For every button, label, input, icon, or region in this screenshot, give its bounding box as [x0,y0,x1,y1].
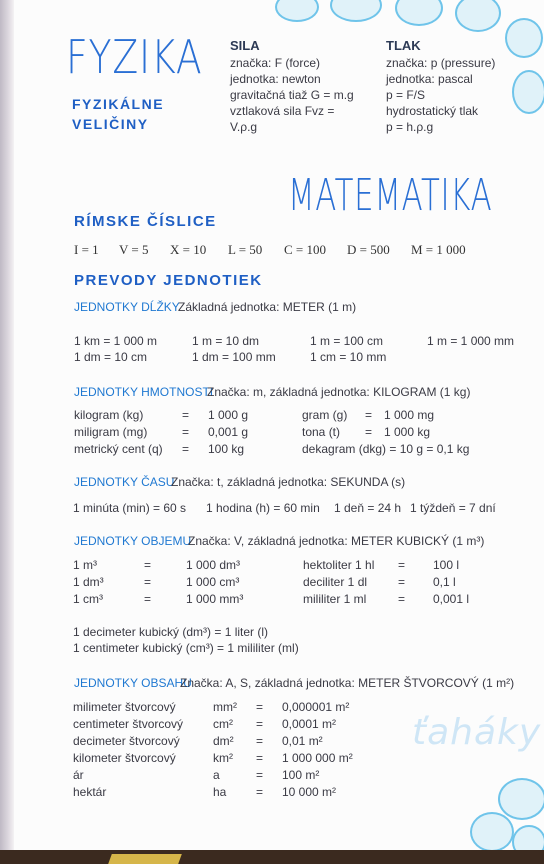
hmotnost-desc: Značka: m, základná jednotka: KILOGRAM (1 kg) [207,385,471,399]
mass-unit: dekagram (dkg) = 10 g = 0,1 kg [302,442,470,456]
equals-sign: = [365,408,373,422]
area-unit-symbol: km² [213,751,233,765]
area-unit-symbol: mm² [213,700,237,714]
sila-heading: SILA [230,38,260,53]
objem-label: JEDNOTKY OBJEMU [74,534,192,548]
mass-unit: miligram (mg) [74,425,148,439]
time-conversion: 1 týždeň = 7 dní [410,501,496,515]
roman-numeral: M = 1 000 [411,242,466,257]
mass-value: 1 000 g [208,408,249,422]
book-spine [0,0,14,864]
bottom-edge [0,850,544,864]
sila-line: gravitačná tiaž G = m.g [230,88,354,102]
leopard-spot [455,0,501,32]
area-unit-symbol: dm² [213,734,234,748]
volume-unit: 1 m³ [73,558,97,572]
equals-sign: = [144,592,152,606]
subtitle-line-2: VELIČINY [72,116,149,132]
area-unit-name: milimeter štvorcový [73,700,176,714]
roman-numeral: X = 10 [170,242,207,257]
mass-unit: metrický cent (q) [74,442,163,456]
area-value: 0,01 m² [282,734,323,748]
dlzky-desc: Základná jednotka: METER (1 m) [178,300,357,314]
length-conversion: 1 dm = 100 mm [192,350,276,364]
volume-value: 0,1 l [433,575,456,589]
tlak-line: p = h.ρ.g [386,120,434,134]
volume-unit: deciliter 1 dl [303,575,368,589]
area-unit-symbol: cm² [213,717,233,731]
length-conversion: 1 m = 1 000 mm [427,334,515,348]
equals-sign: = [256,717,264,731]
leopard-spot [395,0,443,26]
length-conversion: 1 m = 10 dm [192,334,260,348]
mass-value: 1 000 kg [384,425,431,439]
equals-sign: = [256,751,264,765]
volume-value: 1 000 mm³ [186,592,244,606]
area-unit-name: ár [73,768,84,782]
equals-sign: = [144,558,152,572]
time-conversion: 1 deň = 24 h [334,501,402,515]
roman-numeral: V = 5 [119,242,149,257]
roman-numeral: L = 50 [228,242,263,257]
length-conversion: 1 m = 100 cm [310,334,384,348]
page-title-fyzika: FYZIKA [66,30,203,84]
subtitle-line-1: FYZIKÁLNE [72,96,165,112]
mass-value: 0,001 g [208,425,249,439]
roman-numeral: C = 100 [284,242,327,257]
equals-sign: = [256,785,264,799]
volume-unit: hektoliter 1 hl [303,558,375,572]
length-conversion: 1 dm = 10 cm [74,350,148,364]
matematika-title: MATEMATIKA [288,170,493,221]
mass-value: 1 000 mg [384,408,435,422]
leopard-spot [498,778,544,820]
time-conversion: 1 hodina (h) = 60 min [206,501,320,515]
sila-line: V.ρ.g [230,120,258,134]
volume-note: 1 decimeter kubický (dm³) = 1 liter (l) [73,625,269,639]
volume-value: 1 000 cm³ [186,575,240,589]
leopard-spot [330,0,382,22]
volume-value: 100 l [433,558,460,572]
equals-sign: = [365,425,373,439]
roman-numeral: D = 500 [347,242,390,257]
leopard-spot [512,70,544,114]
mass-unit: kilogram (kg) [74,408,144,422]
equals-sign: = [398,558,406,572]
tlak-line: hydrostatický tlak [386,104,479,118]
decorative-stripe [108,854,182,864]
area-unit-symbol: ha [213,785,227,799]
area-unit-name: centimeter štvorcový [73,717,184,731]
equals-sign: = [182,442,190,456]
area-value: 0,000001 m² [282,700,350,714]
equals-sign: = [182,425,190,439]
cas-desc: Značka: t, základná jednotka: SEKUNDA (s) [171,475,406,489]
tlak-line: jednotka: pascal [386,72,473,86]
volume-unit: mililiter 1 ml [303,592,367,606]
prevody-heading: PREVODY JEDNOTIEK [74,272,263,289]
time-conversion: 1 minúta (min) = 60 s [73,501,187,515]
equals-sign: = [398,575,406,589]
tahaky-watermark: ťaháky [412,712,542,753]
area-unit-name: decimeter štvorcový [73,734,180,748]
equals-sign: = [182,408,190,422]
leopard-spot [505,18,543,58]
area-value: 0,0001 m² [282,717,337,731]
mass-value: 100 kg [208,442,245,456]
hmotnost-label: JEDNOTKY HMOTNOSTI [74,385,214,399]
tlak-line: značka: p (pressure) [386,56,496,70]
mass-unit: gram (g) [302,408,348,422]
length-conversion: 1 cm = 10 mm [310,350,387,364]
area-value: 10 000 m² [282,785,337,799]
equals-sign: = [256,768,264,782]
leopard-spot [470,812,514,852]
tlak-line: p = F/S [386,88,426,102]
volume-note: 1 centimeter kubický (cm³) = 1 mililiter (ml) [73,641,299,655]
area-unit-name: kilometer štvorcový [73,751,176,765]
volume-unit: 1 cm³ [73,592,103,606]
obsah-desc: Značka: A, S, základná jednotka: METER ŠTVORCOVÝ (1 m²) [180,676,515,690]
volume-value: 1 000 dm³ [186,558,241,572]
volume-value: 0,001 l [433,592,470,606]
sila-line: vztlaková sila Fvz = [230,104,335,118]
objem-desc: Značka: V, základná jednotka: METER KUBICKÝ (1 m³) [188,534,485,548]
area-value: 1 000 000 m² [282,751,353,765]
tlak-heading: TLAK [386,38,421,53]
roman-numeral: I = 1 [74,242,99,257]
equals-sign: = [256,734,264,748]
mass-unit: tona (t) [302,425,341,439]
equals-sign: = [398,592,406,606]
volume-unit: 1 dm³ [73,575,104,589]
equals-sign: = [256,700,264,714]
obsah-label: JEDNOTKY OBSAHU [74,676,192,690]
length-conversion: 1 km = 1 000 m [74,334,158,348]
area-unit-symbol: a [213,768,220,782]
leopard-spot [275,0,319,22]
area-value: 100 m² [282,768,320,782]
dlzky-label: JEDNOTKY DĹŽKY [74,300,180,314]
cas-label: JEDNOTKY ČASU [74,475,175,489]
sila-line: jednotka: newton [230,72,321,86]
rimske-heading: RÍMSKE ČÍSLICE [74,213,217,230]
area-unit-name: hektár [73,785,107,799]
sila-line: značka: F (force) [230,56,321,70]
equals-sign: = [144,575,152,589]
